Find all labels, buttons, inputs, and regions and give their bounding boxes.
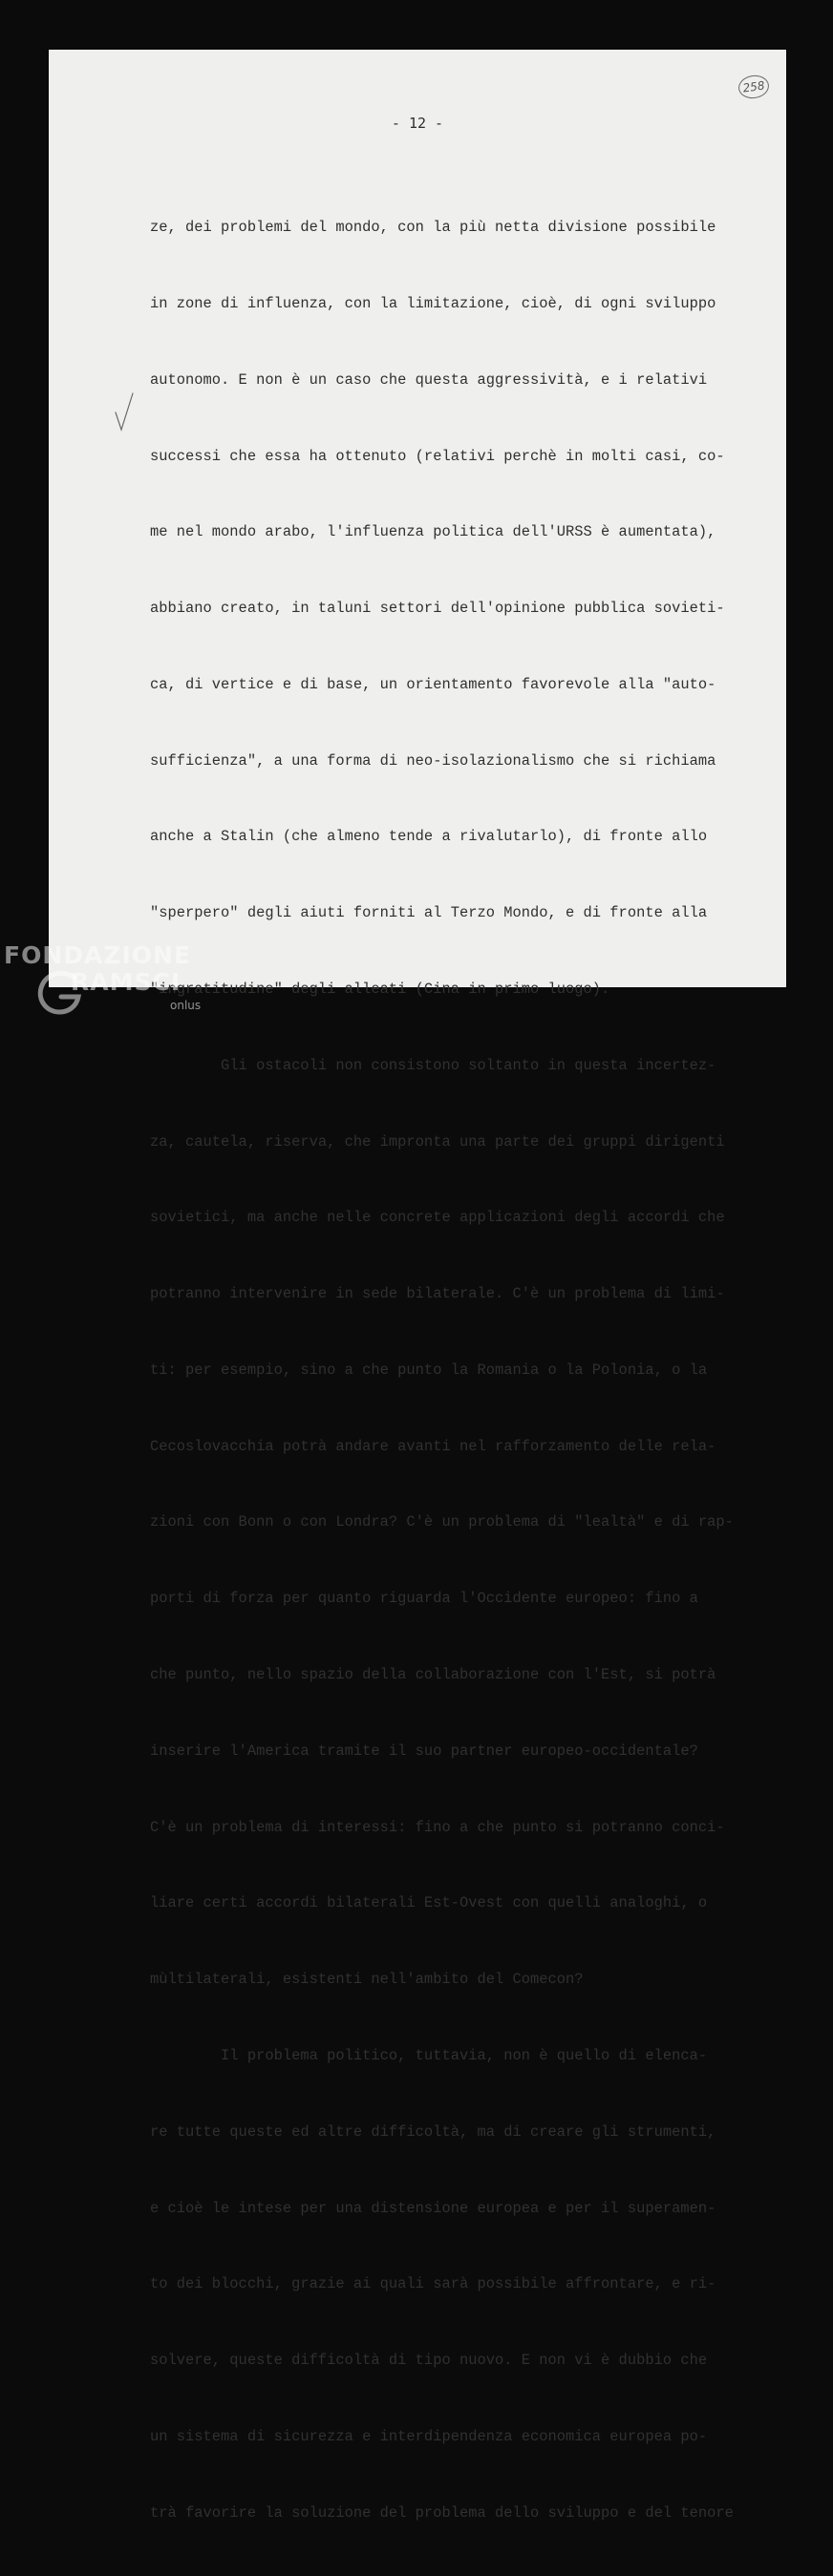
archive-page-stamp: 258 <box>737 74 770 100</box>
text-line: e cioè le intese per una distensione europea e per il superamen- <box>150 2199 716 2217</box>
text-line: Il problema politico, tuttavia, non è quello di elenca- <box>150 2046 708 2064</box>
watermark-subtitle: RAMSCI <box>71 968 182 996</box>
text-line: solvere, queste difficoltà di tipo nuovo. E non vi è dubbio che <box>150 2352 708 2370</box>
page-number: - 12 - <box>391 115 444 132</box>
text-line: porti di forza per quanto riguarda l'Occidente europeo: fino a <box>150 1590 698 1608</box>
text-line: ze, dei problemi del mondo, con la più netta divisione possibile <box>150 219 716 237</box>
text-line: autonomo. E non è un caso che questa aggressività, e i relativi <box>150 370 708 389</box>
text-line: me nel mondo arabo, l'influenza politica dell'URSS è aumentata), <box>150 523 716 541</box>
text-line: re tutte queste ed altre difficoltà, ma di creare gli strumenti, <box>150 2122 716 2141</box>
text-line: anche a Stalin (che almeno tende a rivalutarlo), di fronte allo <box>150 828 708 846</box>
text-line: in zone di influenza, con la limitazione, cioè, di ogni sviluppo <box>150 294 716 312</box>
fondazione-gramsci-watermark <box>4 941 214 1027</box>
text-line: C'è un problema di interessi: fino a che punto si potranno conci- <box>150 1818 725 1836</box>
text-line: sovietici, ma anche nelle concrete applicazioni degli accordi che <box>150 1209 725 1227</box>
text-line: "ingratitudine" degli alleati (Cina in primo luogo). <box>150 981 610 998</box>
handwritten-checkmark-icon <box>114 391 135 433</box>
text-line: potranno intervenire in sede bilaterale. C'è un problema di limi- <box>150 1285 725 1303</box>
text-line: Gli ostacoli non consistono soltanto in questa incertez- <box>150 1056 716 1074</box>
text-line: ti: per esempio, sino a che punto la Romania o la Polonia, o la <box>150 1361 708 1379</box>
watermark-title: FONDAZIONE <box>4 941 192 969</box>
text-line: "sperpero" degli aiuti forniti al Terzo Mondo, e di fronte alla <box>150 904 708 922</box>
text-line: zioni con Bonn o con Londra? C'è un problema di "lealtà" e di rap- <box>150 1513 734 1531</box>
text-line: inserire l'America tramite il suo partner europeo-occidentale? <box>150 1742 698 1760</box>
text-line: che punto, nello spazio della collaborazione con l'Est, si potrà <box>150 1666 716 1684</box>
text-line: abbiano creato, in taluni settori dell'opinione pubblica sovieti- <box>150 600 725 618</box>
watermark-onlus: onlus <box>170 999 202 1012</box>
text-line: to dei blocchi, grazie ai quali sarà possibile affrontare, e ri- <box>150 2275 716 2293</box>
text-line: Cecoslovacchia potrà andare avanti nel rafforzamento delle rela- <box>150 1437 716 1455</box>
text-line: ca, di vertice e di base, un orientamento favorevole alla "auto- <box>150 675 716 693</box>
text-line: liare certi accordi bilaterali Est-Ovest con quelli analoghi, o <box>150 1894 708 1912</box>
text-line: za, cautela, riserva, che impronta una parte dei gruppi dirigenti <box>150 1132 725 1151</box>
text-line: un sistema di sicurezza e interdipendenza economica europea po- <box>150 2427 708 2445</box>
text-line: mùltilaterali, esistenti nell'ambito del Comecon? <box>150 1971 584 1989</box>
text-line: sufficienza", a una forma di neo-isolazionalismo che si richiama <box>150 751 716 770</box>
text-line: trà favorire la soluzione del problema dello sviluppo e del tenore <box>150 2503 734 2522</box>
text-line: successi che essa ha ottenuto (relativi perchè in molti casi, co- <box>150 447 725 465</box>
typewritten-body <box>150 164 752 2576</box>
